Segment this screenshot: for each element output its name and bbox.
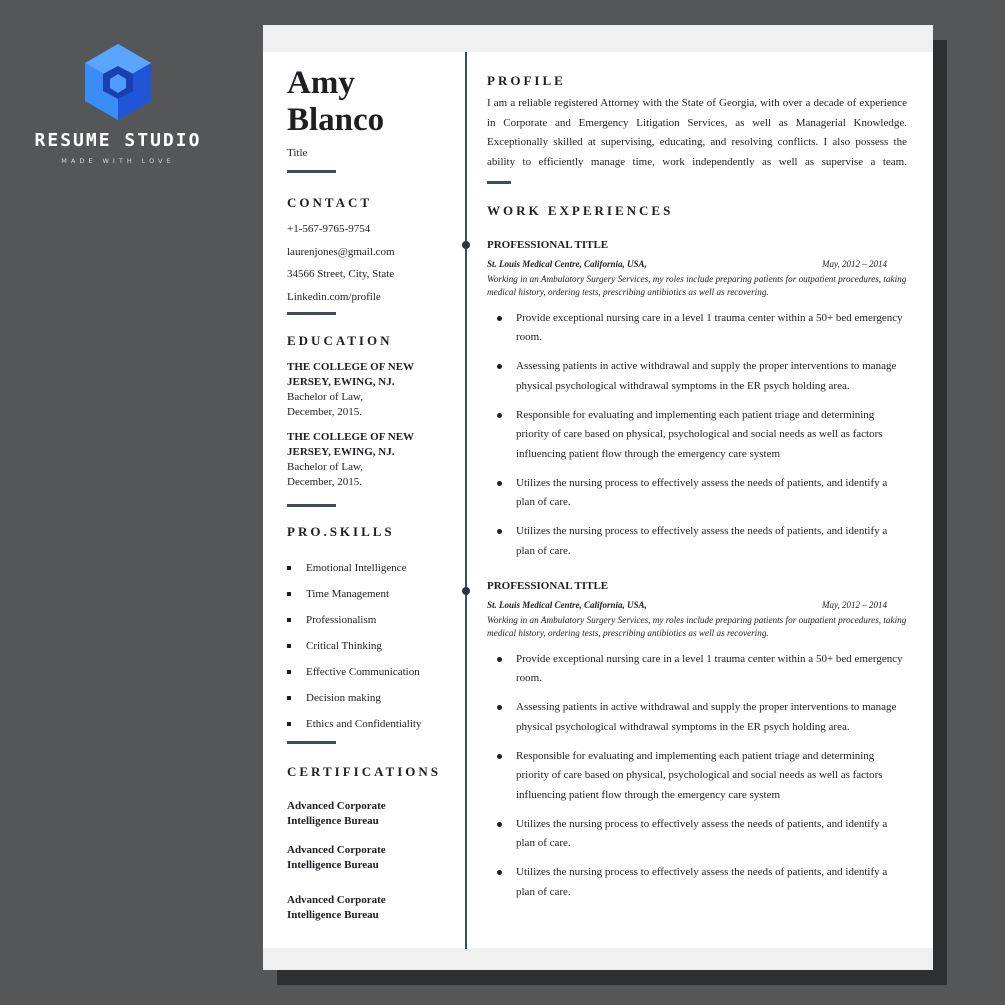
certification-line: Advanced Corporate (287, 894, 386, 906)
column-divider (465, 52, 467, 949)
address: 34566 Street, City, State (287, 268, 395, 280)
timeline-dot (462, 241, 470, 249)
contact-heading: CONTACT (287, 195, 373, 210)
job-title-label: Title (287, 147, 308, 159)
skill-item: Critical Thinking (287, 640, 457, 666)
job-description: Working in an Ambulatory Surgery Services, my roles include preparing patients for outpatient procedures, taking medical history, ordering tests, prescribing antibiotics as well as recovering. (487, 274, 907, 297)
education-date: December, 2015. (287, 406, 363, 418)
email: laurenjones@gmail.com (287, 245, 395, 258)
job-bullet: Utilizes the nursing process to effectively assess the needs of patients, and identify a plan of care. (487, 522, 907, 561)
job-bullet: Responsible for evaluating and implementing each patient triage and determining priority of care based on physical, psychological and social needs as well as factors influencing patient flow through the emergency care system (487, 747, 907, 806)
job-bullet: Assessing patients in active withdrawal and supply the proper interventions to manage physical psychological withdrawal symptoms in the ER psych holding area. (487, 357, 907, 396)
certification-item (287, 843, 457, 873)
job-bullets (487, 309, 907, 562)
job-bullet: Utilizes the nursing process to effectively assess the needs of patients, and identify a plan of care. (487, 474, 907, 513)
job-entry (487, 580, 907, 902)
skill-item: Professionalism (287, 614, 457, 640)
job-meta (487, 259, 887, 269)
section-rule (287, 170, 336, 173)
job-bullet: Utilizes the nursing process to effectively assess the needs of patients, and identify a plan of care. (487, 863, 907, 902)
certification-line: Intelligence Bureau (287, 859, 379, 871)
experience-heading: WORK EXPERIENCES (487, 203, 674, 218)
certification-item (287, 893, 457, 923)
certification-line: Advanced Corporate (287, 800, 386, 812)
skill-item: Time Management (287, 588, 457, 614)
name-last: Blanco (287, 102, 385, 138)
school-name: THE COLLEGE OF NEW (287, 361, 415, 373)
skill-item: Ethics and Confidentiality (287, 718, 457, 744)
job-bullet: Provide exceptional nursing care in a level 1 trauma center within a 50+ bed emergency room. (487, 650, 907, 689)
section-rule (487, 181, 511, 184)
profile-summary: I am a reliable registered Attorney with the State of Georgia, with over a decade of experience in Corporate and Emergency Litigation Services, as well as Managerial Knowledge. Exceptionally skilled at supervising, educating, and resolving conflicts. I also possess the ability to efficiently manage time, work independently as well as supervise a team. (487, 97, 907, 168)
school-name: THE COLLEGE OF NEW (287, 431, 415, 443)
degree: Bachelor of Law, (287, 461, 363, 473)
job-bullet: Responsible for evaluating and implementing each patient triage and determining priority of care based on physical, psychological and social needs as well as factors influencing patient flow through the emergency care system (487, 406, 907, 465)
job-bullet: Assessing patients in active withdrawal and supply the proper interventions to manage physical psychological withdrawal symptoms in the ER psych holding area. (487, 698, 907, 737)
job-entry (487, 239, 907, 561)
certification-line: Intelligence Bureau (287, 815, 379, 827)
skills-heading: PRO.SKILLS (287, 524, 395, 539)
degree: Bachelor of Law, (287, 391, 363, 403)
cube-logo-icon (83, 42, 153, 122)
certification-line: Advanced Corporate (287, 844, 386, 856)
certification-item (287, 799, 457, 829)
job-bullet: Utilizes the nursing process to effectively assess the needs of patients, and identify a plan of care. (487, 815, 907, 854)
school-name: JERSEY, EWING, NJ. (287, 376, 395, 388)
skills-list (287, 562, 457, 744)
section-rule (287, 312, 336, 315)
skill-item: Effective Communication (287, 666, 457, 692)
education-heading: EDUCATION (287, 333, 393, 348)
bottom-band (263, 948, 933, 970)
job-dates: May, 2012 – 2014 (822, 259, 887, 269)
certifications-heading: CERTIFICATIONS (287, 764, 441, 779)
school-name: JERSEY, EWING, NJ. (287, 446, 395, 458)
education-entry (287, 360, 457, 420)
job-title: PROFESSIONAL TITLE (487, 239, 609, 251)
job-dates: May, 2012 – 2014 (822, 600, 887, 610)
job-organization: St. Louis Medical Centre, California, USA, (487, 259, 647, 269)
job-organization: St. Louis Medical Centre, California, USA, (487, 600, 647, 610)
profile-heading: PROFILE (487, 73, 566, 88)
job-title: PROFESSIONAL TITLE (487, 580, 609, 592)
contact-list (287, 223, 457, 313)
right-column (487, 73, 907, 902)
job-bullet: Provide exceptional nursing care in a level 1 trauma center within a 50+ bed emergency room. (487, 309, 907, 348)
job-description: Working in an Ambulatory Surgery Services, my roles include preparing patients for outpatient procedures, taking medical history, ordering tests, prescribing antibiotics as well as recovering. (487, 615, 907, 638)
education-date: December, 2015. (287, 476, 363, 488)
job-meta (487, 600, 887, 610)
certification-line: Intelligence Bureau (287, 909, 379, 921)
skill-item: Decision making (287, 692, 457, 718)
resume-page (263, 25, 933, 970)
timeline-dot (462, 587, 470, 595)
top-band (263, 25, 933, 52)
name-first: Amy (287, 65, 355, 101)
left-column (287, 65, 457, 923)
linkedin: Linkedin.com/profile (287, 290, 381, 303)
brand-name: RESUME STUDIO (34, 130, 202, 151)
job-bullets (487, 650, 907, 903)
skill-item: Emotional Intelligence (287, 562, 457, 588)
education-entry (287, 430, 457, 490)
resume-studio-logo (28, 42, 208, 165)
brand-tagline: MADE WITH LOVE (61, 157, 175, 165)
phone: +1-567-9765-9754 (287, 223, 371, 235)
section-rule (287, 504, 336, 507)
